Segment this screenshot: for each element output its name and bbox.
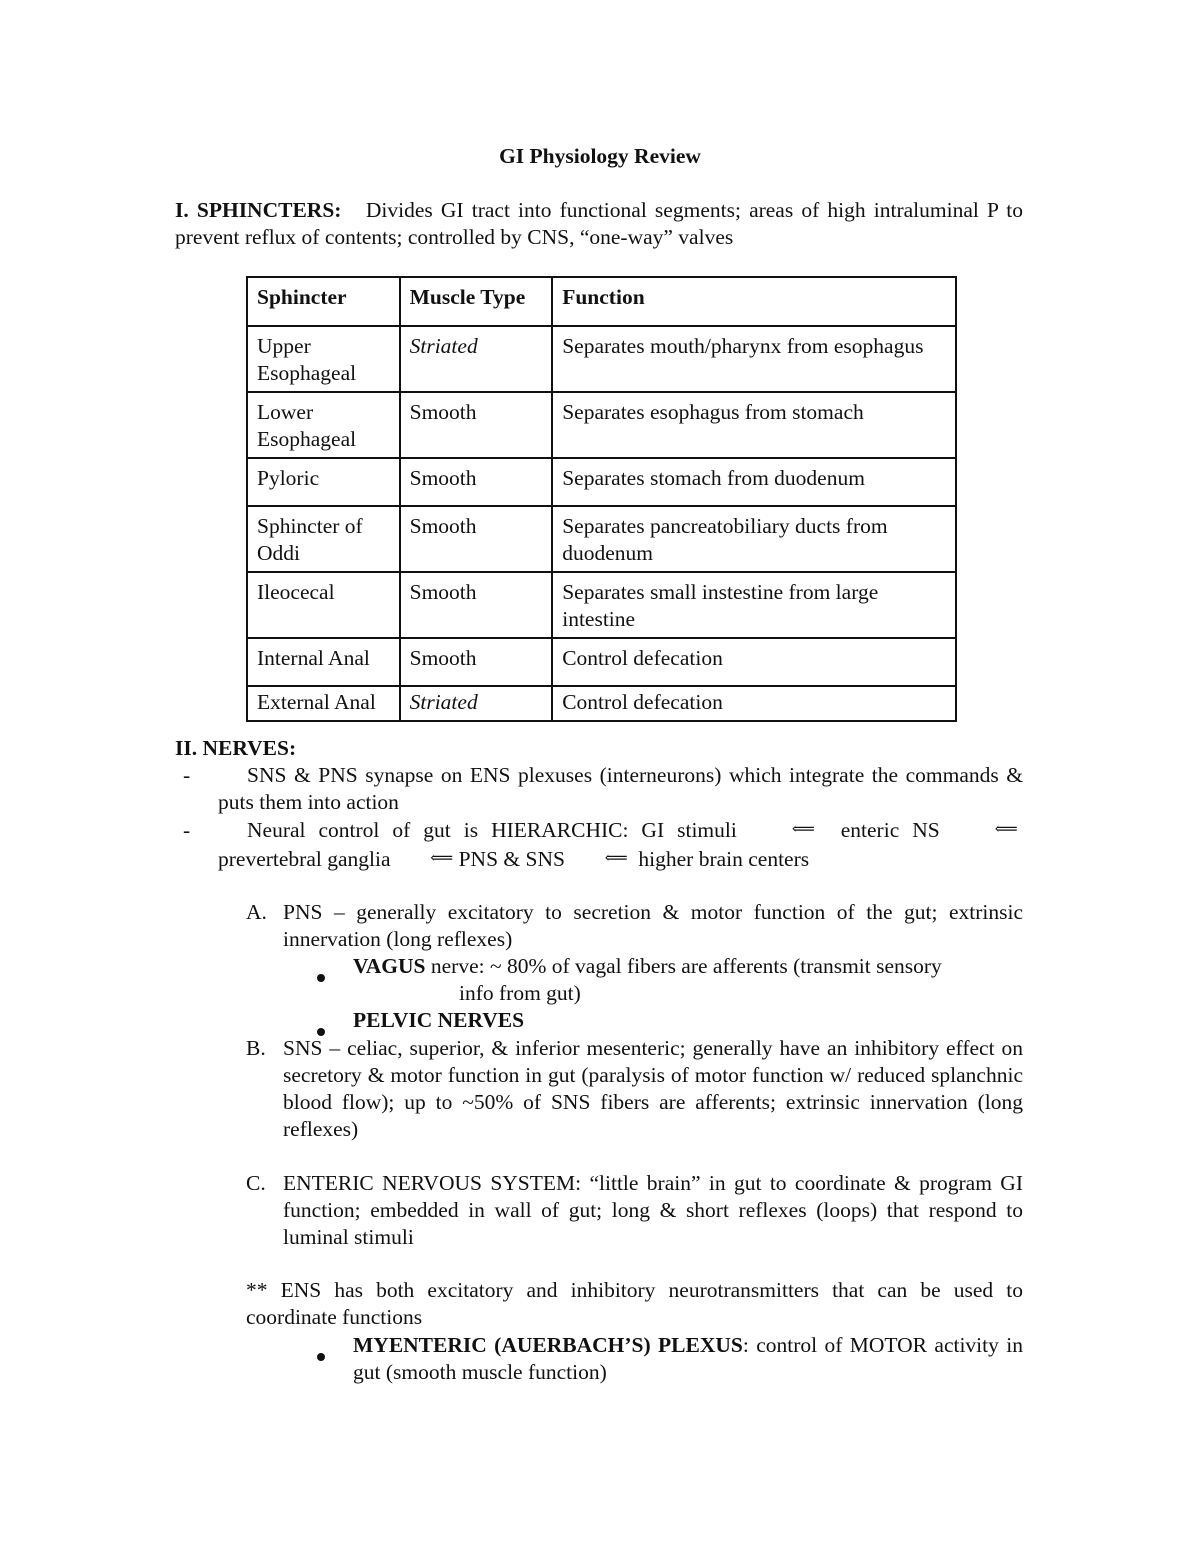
hierarchy-text: ganglia — [327, 847, 391, 871]
cell-sphincter: Pyloric — [247, 458, 400, 506]
cell-muscle-type: Smooth — [400, 392, 553, 458]
nerves-item-1: SNS & PNS synapse on ENS plexuses (interneurons) which integrate the commands & puts them into action — [218, 763, 1023, 814]
hierarchy-text: higher brain centers — [638, 847, 810, 871]
sphincters-heading: I. SPHINCTERS: — [175, 198, 342, 222]
ens-note: ** ENS has both excitatory and inhibitory neurotransmitters that can be used to coordinate functions — [246, 1278, 1023, 1329]
table-row — [247, 686, 956, 721]
table-row — [247, 458, 956, 506]
table-row — [247, 392, 956, 458]
bullet-icon — [317, 962, 325, 989]
cell-muscle-type: Smooth — [400, 506, 553, 572]
cell-muscle-type: Striated — [400, 326, 553, 392]
cell-sphincter: Internal Anal — [247, 638, 400, 686]
cell-function: Control defecation — [552, 686, 956, 721]
sphincters-intro — [175, 197, 1023, 251]
cell-muscle-type: Smooth — [400, 458, 553, 506]
arrow-left-icon: ⟸ — [430, 850, 454, 867]
cell-function: Control defecation — [552, 638, 956, 686]
hierarchy-text: enteric NS — [840, 818, 940, 842]
sphincters-text: Divides GI tract into functional segments; areas of high intraluminal P to prevent reflux of contents; controlled by CNS, “one-way” valves — [175, 198, 1024, 249]
hierarchy-text: PNS & SNS — [458, 847, 565, 871]
sphincter-table — [246, 276, 957, 722]
cell-function: Separates esophagus from stomach — [552, 392, 956, 458]
list-label-a: A. — [246, 900, 267, 924]
cell-sphincter: External Anal — [247, 686, 400, 721]
cell-function: Separates mouth/pharynx from esophagus — [552, 326, 956, 392]
document-title: GI Physiology Review — [499, 144, 701, 168]
table-row — [247, 506, 956, 572]
myenteric-text: : control of MOTOR activity in gut (smooth muscle function) — [353, 1333, 1023, 1384]
sns-text: SNS – celiac, superior, & inferior mesenteric; generally have an inhibitory effect on secretory & motor function in gut (paralysis of motor function w/ reduced splanchnic blood flow); up to ~50% of SNS fibers are afferents; extrinsic innervation (long reflexes) — [283, 1036, 1023, 1141]
vagus-label: VAGUS — [353, 954, 426, 978]
myenteric-label: MYENTERIC (AUERBACH’S) PLEXUS — [353, 1333, 743, 1357]
ens-text: ENTERIC NERVOUS SYSTEM: “little brain” in gut to coordinate & program GI function; embedded in wall of gut; long & short reflexes (loops) that respond to luminal stimuli — [283, 1171, 1023, 1249]
table-header-row — [247, 277, 956, 326]
table-row — [247, 572, 956, 638]
arrow-left-icon: ⟸ — [791, 821, 815, 838]
hierarchy-text: Neural control of gut is HIERARCHIC: GI stimuli — [247, 818, 737, 842]
arrow-left-icon: ⟸ — [604, 850, 628, 867]
vagus-text-continued: info from gut) — [459, 981, 581, 1005]
myenteric-item — [353, 1332, 1023, 1386]
hierarchy-text: prevertebral — [218, 847, 322, 871]
list-label-b: B. — [246, 1036, 266, 1060]
cell-sphincter: Sphincter of Oddi — [247, 506, 400, 572]
nerves-item-2 — [218, 817, 1023, 875]
cell-function: Separates stomach from duodenum — [552, 458, 956, 506]
bullet-icon — [317, 1341, 325, 1368]
dash-marker: - — [183, 763, 191, 787]
vagus-item — [353, 953, 1023, 980]
header-function: Function — [552, 277, 956, 326]
cell-sphincter: Ileocecal — [247, 572, 400, 638]
table-row — [247, 638, 956, 686]
cell-muscle-type: Striated — [400, 686, 553, 721]
arrow-left-icon: ⟸ — [994, 821, 1018, 838]
dash-marker: - — [183, 818, 191, 842]
list-label-c: C. — [246, 1171, 266, 1195]
pelvic-nerves-label: PELVIC NERVES — [353, 1008, 525, 1032]
cell-muscle-type: Smooth — [400, 572, 553, 638]
header-muscle-type: Muscle Type — [400, 277, 553, 326]
header-sphincter: Sphincter — [247, 277, 400, 326]
nerves-heading: II. NERVES: — [175, 736, 297, 760]
vagus-text: nerve: ~ 80% of vagal fibers are afferents (transmit sensory — [425, 954, 942, 978]
cell-muscle-type: Smooth — [400, 638, 553, 686]
cell-sphincter: Lower Esophageal — [247, 392, 400, 458]
cell-function: Separates pancreatobiliary ducts from duodenum — [552, 506, 956, 572]
cell-function: Separates small instestine from large intestine — [552, 572, 956, 638]
table-row — [247, 326, 956, 392]
cell-sphincter: Upper Esophageal — [247, 326, 400, 392]
pns-text: PNS – generally excitatory to secretion & motor function of the gut; extrinsic innervation (long reflexes) — [283, 900, 1023, 951]
